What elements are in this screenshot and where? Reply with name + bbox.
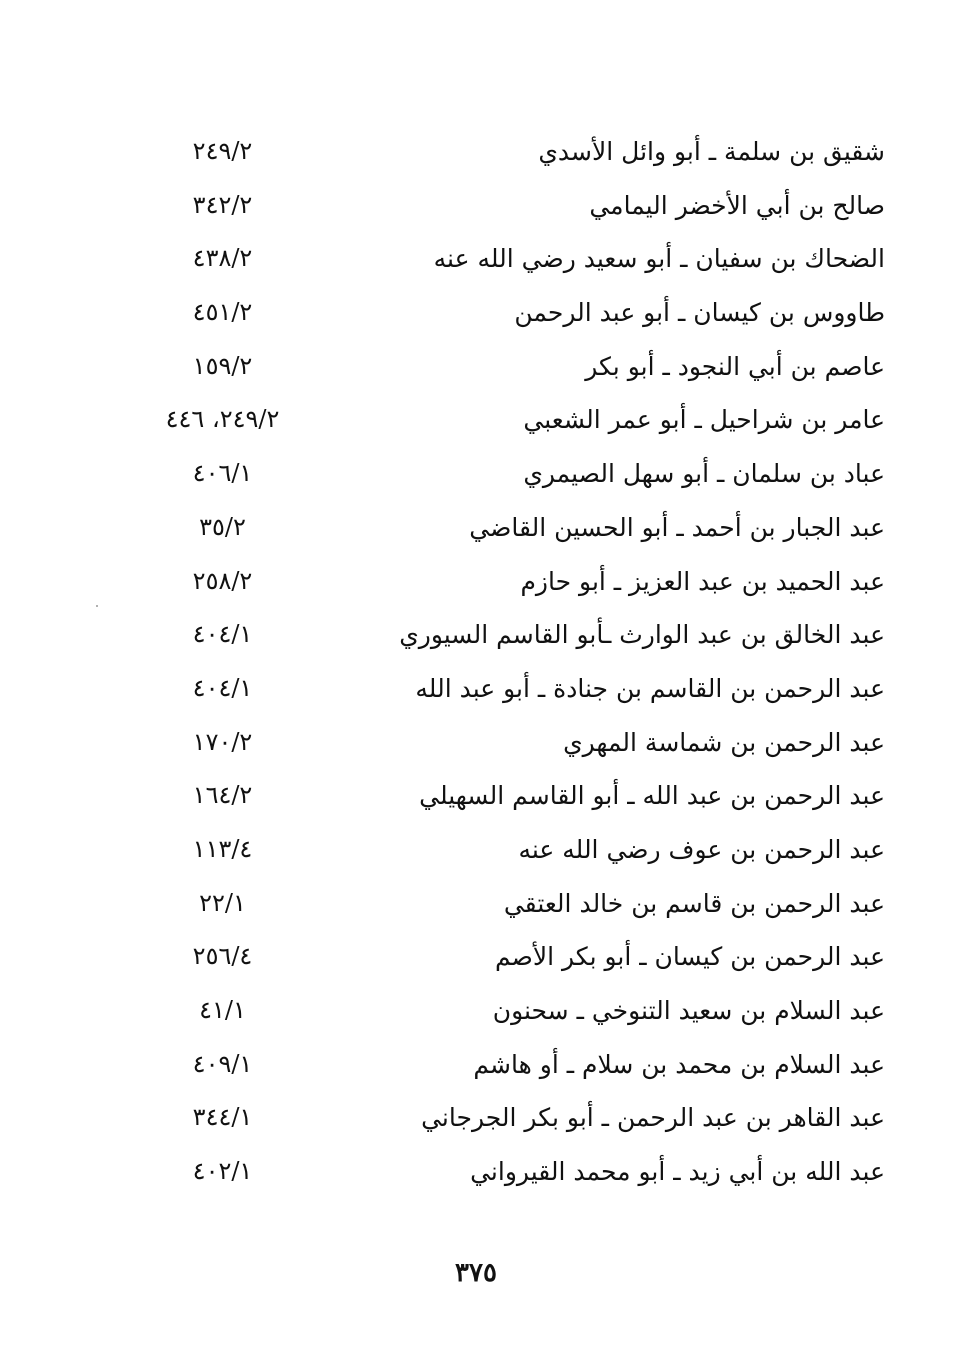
list-item [140,1038,885,1092]
entry-reference: ٤٠٢/١ [192,1157,253,1186]
entry-name: عبد الرحمن بن شماسة المهري [563,727,885,757]
list-item [140,340,885,394]
list-item [140,447,885,501]
list-item [140,930,885,984]
entry-name: شقيق بن سلمة ـ أبو وائل الأسدي [538,137,885,166]
list-item [140,501,885,555]
list-item [140,232,885,286]
list-item [140,125,885,179]
entry-name: طاووس بن كيسان ـ أبو عبد الرحمن [514,298,885,328]
entry-reference: ٤٠٤/١ [192,673,253,702]
list-item [140,877,885,931]
entry-name: عامر بن شراحيل ـ أبو عمر الشعبي [523,405,885,435]
entry-name: عبد الخالق بن عبد الوارث ـأبو القاسم السيوري [399,620,885,650]
entry-reference: ٤٥١/٢ [192,298,253,327]
list-item [140,662,885,716]
list-item [140,555,885,609]
entry-reference: ٢٤٩/٢ [192,137,253,165]
entry-name: عبد الرحمن بن القاسم بن جنادة ـ أبو عبد الله [415,673,885,703]
entry-reference: ٣٤٢/٢ [192,190,253,219]
entry-reference: ٤٠٦/١ [192,459,253,488]
entry-name: عبد القاهر بن عبد الرحمن ـ أبو بكر الجرجاني [421,1103,885,1133]
entry-reference: ٤٠٤/١ [192,620,253,649]
entry-name: عباد بن سلمان ـ أبو سهل الصيمري [523,459,885,489]
entry-reference: ٤٣٨/٢ [192,244,253,273]
entry-reference: ٤١/١ [199,996,246,1024]
list-item [140,1145,885,1199]
entry-reference: ١٥٩/٢ [192,351,253,380]
list-item [140,716,885,770]
entry-reference: ٢٥٨/٢ [192,566,253,595]
entry-name: عاصم بن أبي النجود ـ أبو بكر [585,351,885,381]
entry-reference: ١١٣/٤ [192,834,253,863]
entry-name: صالح بن أبي الأخضر اليمامي [589,190,885,220]
entry-reference: ١٦٤/٢ [192,781,253,810]
entry-name: عبد الجبار بن أحمد ـ أبو الحسين القاضي [469,512,885,542]
list-item [140,393,885,447]
entry-reference: ٣٤٤/١ [192,1103,253,1132]
entry-name: عبد الرحمن بن عبد الله ـ أبو القاسم السهيلي [419,781,885,811]
list-item [140,769,885,823]
entry-name: عبد الرحمن بن قاسم بن خالد العتقي [503,888,885,918]
index-list [140,125,885,1199]
entry-reference: ٢٥٦/٤ [192,942,253,971]
entry-reference: ٣٥/٢ [199,512,246,541]
list-item [140,823,885,877]
page-number: ٣٧٥ [455,1258,497,1288]
entry-name: عبد الرحمن بن عوف رضي الله عنه [518,834,885,864]
entry-name: عبد الحميد بن عبد العزيز ـ أبو حازم [520,566,885,596]
list-item [140,608,885,662]
entry-name: عبد الله بن أبي زيد ـ أبو محمد القيرواني [470,1157,885,1187]
list-item [140,1091,885,1145]
scan-speck [96,605,98,607]
entry-reference: ١٧٠/٢ [192,727,253,756]
entry-reference: ٤٠٩/١ [192,1049,253,1078]
list-item [140,984,885,1038]
entry-reference: ٢٢/١ [199,888,246,917]
list-item [140,179,885,233]
entry-name: عبد السلام بن محمد بن سلام ـ أو هاشم [473,1049,885,1079]
entry-name: عبد الرحمن بن كيسان ـ أبو بكر الأصم [495,942,885,972]
list-item [140,286,885,340]
entry-reference: ٢٤٩/٢، ٤٤٦ [165,405,280,434]
entry-name: عبد السلام بن سعيد التنوخي ـ سحنون [492,996,885,1025]
entry-name: الضحاك بن سفيان ـ أبو سعيد رضي الله عنه [433,244,885,274]
